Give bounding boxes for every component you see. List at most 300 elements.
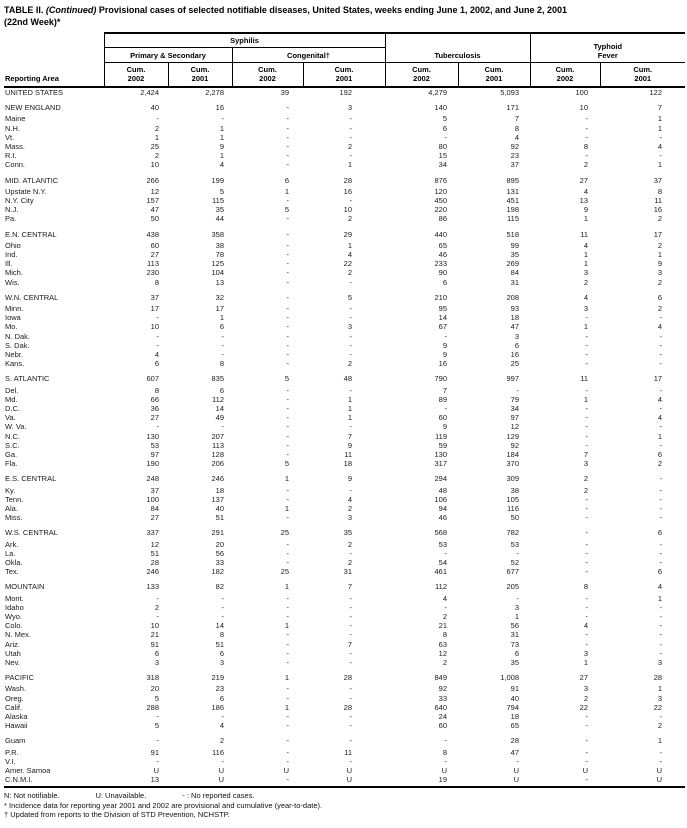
value-cell: - (585, 721, 589, 731)
value-cell: 6 (219, 385, 224, 395)
table-row (4, 603, 685, 612)
value-cell: 184 (506, 450, 520, 460)
value-cell: 16 (343, 186, 353, 196)
value-cell: - (659, 756, 663, 766)
reporting-area-cell: Va. (5, 413, 16, 423)
cum-year-header: Cum. 2002 (385, 63, 458, 88)
value-cell: 210 (434, 292, 448, 302)
reporting-area-cell: Wis. (5, 277, 20, 287)
reporting-area-cell: Wyo. (5, 612, 23, 622)
value-cell: - (286, 359, 289, 369)
value-cell: 208 (506, 292, 520, 302)
table-row (4, 133, 685, 142)
value-cell: 3 (514, 602, 520, 612)
value-cell: 2 (347, 142, 353, 151)
value-cell: 5 (284, 205, 289, 215)
value-cell: 8 (514, 123, 520, 133)
reporting-area-cell: N.H. (5, 123, 20, 133)
value-cell: - (286, 394, 289, 404)
value-cell: - (286, 313, 289, 323)
table-row (4, 395, 685, 404)
table-row (4, 694, 685, 703)
table-row (4, 404, 685, 413)
value-cell: 7 (583, 450, 589, 460)
value-cell: 266 (146, 175, 159, 185)
value-cell: 115 (507, 214, 520, 224)
value-cell: 291 (211, 528, 224, 538)
value-cell: 51 (215, 639, 224, 649)
value-cell: - (286, 422, 289, 432)
value-cell: 677 (506, 567, 520, 577)
value-cell: 48 (343, 374, 353, 384)
value-cell: 451 (506, 196, 520, 205)
table-row (4, 549, 685, 558)
reporting-area-cell: E.S. CENTRAL (5, 474, 57, 484)
value-cell: 8 (657, 186, 663, 196)
value-cell: 288 (146, 702, 159, 712)
table-row (4, 495, 685, 504)
value-cell: 1 (219, 313, 224, 323)
table-row (4, 567, 685, 576)
value-cell: - (232, 775, 303, 787)
value-cell: - (659, 494, 663, 504)
table-row (4, 513, 685, 522)
value-cell: 100 (146, 494, 159, 504)
value-cell: - (221, 712, 224, 722)
value-cell: 12 (150, 539, 159, 549)
value-cell: 112 (435, 582, 448, 592)
value-cell: - (286, 151, 289, 161)
table-row (4, 721, 685, 730)
table-row (4, 114, 685, 123)
value-cell: 1 (583, 394, 589, 404)
reporting-area-cell: MID. ATLANTIC (5, 175, 59, 185)
value-cell: - (659, 621, 663, 631)
value-cell: 34 (438, 160, 448, 170)
value-cell: 199 (211, 175, 224, 185)
value-cell: 28 (150, 558, 159, 568)
value-cell: 12 (510, 422, 520, 432)
value-cell: - (286, 196, 289, 205)
value-cell: - (286, 214, 289, 224)
value-cell: 28 (343, 702, 353, 712)
reporting-area-cell: UNITED STATES (5, 88, 64, 97)
reporting-area-cell: NEW ENGLAND (5, 103, 61, 113)
value-cell: - (659, 648, 663, 658)
value-cell: 7 (657, 103, 663, 113)
cum-year-header: Cum. 2001 (458, 63, 530, 88)
value-cell: 10 (579, 103, 589, 113)
reporting-area-cell: N. Mex. (5, 630, 31, 640)
value-cell: 2 (442, 658, 448, 668)
value-cell: 171 (506, 103, 520, 113)
table-row (4, 97, 685, 114)
table-header (4, 33, 685, 87)
table-row (4, 187, 685, 196)
value-cell: 27 (150, 250, 159, 259)
reporting-area-cell: Miss. (5, 513, 23, 523)
value-cell: 5 (219, 186, 224, 196)
value-cell: 1 (347, 404, 353, 414)
value-cell: 14 (215, 621, 224, 631)
table-row (4, 766, 685, 775)
value-cell: 38 (510, 485, 520, 495)
value-cell: 80 (438, 142, 448, 151)
value-cell: 3 (154, 658, 159, 668)
value-cell: 2 (657, 277, 663, 287)
value-cell: - (585, 494, 589, 504)
table-row (4, 170, 685, 187)
table-row (4, 142, 685, 151)
syphilis-header: Syphilis (104, 33, 385, 48)
value-cell: - (286, 693, 289, 703)
reporting-area-cell: Ga. (5, 450, 18, 460)
value-cell: U (582, 766, 589, 776)
value-cell: - (585, 504, 589, 514)
value-cell: - (585, 404, 589, 414)
value-cell: - (659, 340, 663, 350)
reporting-area-cell: Mont. (5, 593, 24, 603)
value-cell: 782 (506, 528, 520, 538)
value-cell: - (221, 350, 224, 360)
value-cell: 337 (146, 528, 159, 538)
legend-not-notifiable: N: Not notifiable. (4, 791, 60, 801)
value-cell: 2 (347, 359, 353, 369)
value-cell: 27 (579, 673, 589, 683)
value-cell: 3 (347, 322, 353, 332)
value-cell: 1 (284, 186, 289, 196)
value-cell: 6 (442, 277, 448, 287)
value-cell: - (286, 132, 289, 142)
table-row (4, 748, 685, 757)
value-cell: 318 (146, 673, 159, 683)
value-cell: - (659, 385, 663, 395)
value-cell: - (286, 712, 289, 722)
value-cell: 92 (438, 684, 448, 694)
value-cell: 54 (438, 558, 448, 568)
value-cell: 51 (215, 513, 224, 523)
table-row (4, 468, 685, 485)
value-cell: - (659, 612, 663, 622)
value-cell: - (349, 485, 353, 495)
value-cell: - (659, 331, 663, 341)
value-cell: 4 (657, 322, 663, 332)
value-cell: - (659, 747, 663, 757)
value-cell: 246 (211, 474, 224, 484)
title-rest: Provisional cases of selected notifiable diseases, United States, weeks ending June 1, 2002, and June 2, 2001 (96, 5, 568, 15)
value-cell: 1 (284, 582, 289, 592)
header-row-cum (4, 63, 685, 88)
value-cell: 8 (442, 747, 448, 757)
value-cell: - (221, 114, 224, 124)
value-cell: 8 (219, 630, 224, 640)
value-cell: 4 (583, 240, 589, 250)
value-cell: 2 (657, 459, 663, 469)
value-cell: - (349, 684, 353, 694)
value-cell: 1,008 (500, 673, 520, 683)
value-cell: 2,424 (140, 88, 159, 97)
value-cell: 192 (339, 88, 353, 97)
value-cell: - (349, 630, 353, 640)
value-cell: 119 (435, 431, 448, 441)
value-cell: 4 (347, 250, 353, 259)
reporting-area-cell: Ky. (5, 485, 16, 495)
value-cell: 67 (438, 322, 448, 332)
value-cell: 2 (219, 736, 224, 746)
value-cell: - (156, 593, 159, 603)
value-cell: - (286, 612, 289, 622)
value-cell: 133 (146, 582, 159, 592)
value-cell: 34 (510, 404, 520, 414)
value-cell: 48 (438, 485, 448, 495)
value-cell: - (349, 151, 353, 161)
value-cell: 6 (219, 322, 224, 332)
table-row (4, 450, 685, 459)
value-cell: 129 (506, 431, 520, 441)
value-cell: 269 (506, 259, 520, 269)
value-cell: 16 (653, 205, 663, 215)
value-cell: - (286, 747, 289, 757)
value-cell: 27 (579, 175, 589, 185)
reporting-area-cell: N.Y. City (5, 196, 34, 205)
value-cell: 3 (219, 658, 224, 668)
value-cell: 66 (150, 394, 159, 404)
value-cell: - (286, 736, 289, 746)
value-cell: 5 (154, 693, 159, 703)
value-cell: - (585, 756, 589, 766)
table-row (4, 432, 685, 441)
value-cell: 25 (510, 359, 520, 369)
value-cell: - (349, 350, 353, 360)
value-cell: 4 (657, 582, 663, 592)
value-cell: 27 (150, 513, 159, 523)
typhoid-header-line1: Typhoid (593, 42, 623, 51)
value-cell: - (156, 340, 159, 350)
value-cell: - (349, 114, 353, 124)
value-cell: 790 (434, 374, 448, 384)
value-cell: - (659, 639, 663, 649)
value-cell: 7 (347, 639, 353, 649)
value-cell: - (659, 474, 663, 484)
value-cell: 5,093 (500, 88, 520, 97)
value-cell: 8 (154, 385, 159, 395)
reporting-area-cell: Alaska (5, 712, 28, 722)
value-cell: 91 (150, 747, 159, 757)
value-cell: 4 (219, 160, 224, 170)
value-cell: - (444, 602, 448, 612)
reporting-area-cell: Maine (5, 114, 26, 124)
value-cell: - (516, 385, 520, 395)
value-cell: - (221, 602, 224, 612)
value-cell: 4 (154, 350, 159, 360)
value-cell: 6 (154, 648, 159, 658)
value-cell: 1 (219, 132, 224, 142)
value-cell: - (444, 736, 448, 746)
value-cell: - (349, 123, 353, 133)
value-cell: - (659, 132, 663, 142)
reporting-area-cell: Del. (5, 385, 19, 395)
value-cell: 15 (438, 151, 448, 161)
value-cell: 37 (653, 175, 663, 185)
value-cell: 130 (146, 431, 159, 441)
value-cell: 9 (347, 440, 353, 450)
value-cell: - (286, 304, 289, 313)
table-row (4, 612, 685, 621)
value-cell: 5 (442, 114, 448, 124)
value-cell: 113 (212, 440, 224, 450)
value-cell: - (286, 114, 289, 124)
value-cell: 79 (510, 394, 520, 404)
table-row (4, 214, 685, 223)
reporting-area-cell: S. Dak. (5, 340, 30, 350)
value-cell: 1 (657, 684, 663, 694)
reporting-area-cell: La. (5, 548, 16, 558)
value-cell: 198 (506, 205, 520, 215)
title-prefix: TABLE II. (4, 5, 46, 15)
value-cell: 14 (215, 404, 224, 414)
value-cell: 53 (510, 539, 520, 549)
table-row (4, 350, 685, 359)
value-cell: 137 (211, 494, 224, 504)
value-cell: 6 (284, 175, 289, 185)
value-cell: 9 (219, 142, 224, 151)
value-cell: - (286, 250, 289, 259)
value-cell: 20 (215, 539, 224, 549)
value-cell: 28 (510, 736, 520, 746)
reporting-area-cell: Colo. (5, 621, 23, 631)
value-cell: 794 (506, 702, 520, 712)
value-cell: 1 (583, 259, 589, 269)
value-cell: - (659, 485, 663, 495)
value-cell: 3 (347, 103, 353, 113)
value-cell: 607 (146, 374, 159, 384)
value-cell: 125 (211, 259, 224, 269)
table-row (4, 640, 685, 649)
value-cell: - (585, 558, 589, 568)
reporting-area-cell: N.J. (5, 205, 19, 215)
value-cell: - (221, 422, 224, 432)
cum-year-header: Cum. 2002 (104, 63, 168, 88)
value-cell: - (659, 404, 663, 414)
reporting-area-header: Reporting Area (4, 33, 104, 87)
table-group (4, 97, 685, 169)
value-cell: - (585, 712, 589, 722)
value-cell: 2 (347, 558, 353, 568)
value-cell: - (286, 721, 289, 731)
value-cell: 116 (212, 747, 224, 757)
value-cell: 4 (442, 593, 448, 603)
value-cell: 60 (438, 721, 448, 731)
value-cell: 17 (653, 374, 663, 384)
value-cell: 35 (343, 528, 353, 538)
congenital-header: Congenital† (232, 48, 385, 63)
value-cell: 49 (215, 413, 224, 423)
value-cell: 182 (211, 567, 224, 577)
value-cell: - (585, 602, 589, 612)
value-cell: 33 (215, 558, 224, 568)
value-cell: 116 (507, 504, 520, 514)
value-cell: - (286, 630, 289, 640)
value-cell: 294 (434, 474, 448, 484)
value-cell: 4 (583, 186, 589, 196)
value-cell: 3 (657, 658, 663, 668)
value-cell: 53 (438, 539, 448, 549)
value-cell: 4 (583, 292, 589, 302)
value-cell: 16 (438, 359, 448, 369)
value-cell: - (516, 756, 520, 766)
reporting-area-cell: W.S. CENTRAL (5, 528, 58, 538)
value-cell: 73 (510, 639, 520, 649)
value-cell: 9 (657, 259, 663, 269)
value-cell: - (585, 340, 589, 350)
table-row (4, 313, 685, 322)
value-cell: - (659, 151, 663, 161)
table-row (4, 630, 685, 639)
value-cell: 2 (154, 602, 159, 612)
table-row (4, 250, 685, 259)
value-cell: 93 (510, 304, 520, 313)
value-cell: 19 (385, 775, 458, 787)
value-cell: 2 (583, 277, 589, 287)
value-cell: 6 (657, 450, 663, 460)
reporting-area-cell: W.N. CENTRAL (5, 292, 59, 302)
reporting-area-cell: E.N. CENTRAL (5, 229, 57, 239)
value-cell: - (286, 240, 289, 250)
reporting-area-cell: Nev. (5, 658, 20, 668)
table-row (4, 775, 685, 787)
value-cell: 46 (438, 250, 448, 259)
table-row (4, 621, 685, 630)
value-cell: 450 (434, 196, 448, 205)
value-cell: 3 (657, 268, 663, 278)
value-cell: - (286, 639, 289, 649)
value-cell: 89 (438, 394, 448, 404)
value-cell: 18 (343, 459, 353, 469)
reporting-area-cell: Ala. (5, 504, 18, 514)
value-cell: 1 (657, 593, 663, 603)
table-row (4, 667, 685, 684)
value-cell: 11 (580, 374, 589, 384)
value-cell: - (286, 756, 289, 766)
value-cell: - (349, 602, 353, 612)
value-cell: 7 (347, 431, 353, 441)
value-cell: - (349, 132, 353, 142)
value-cell: 370 (506, 459, 520, 469)
table-row (4, 304, 685, 313)
value-cell: - (585, 123, 589, 133)
value-cell: 1 (284, 673, 289, 683)
value-cell: 207 (211, 431, 224, 441)
value-cell: 358 (211, 229, 224, 239)
value-cell: - (585, 350, 589, 360)
value-cell: - (286, 684, 289, 694)
value-cell: 1 (347, 394, 353, 404)
table-row (4, 224, 685, 241)
value-cell: 1 (219, 151, 224, 161)
value-cell: 10 (343, 205, 353, 215)
value-cell: U (168, 775, 232, 787)
value-cell: 16 (510, 350, 520, 360)
value-cell: 5 (347, 292, 353, 302)
reporting-area-cell: S.C. (5, 440, 20, 450)
table-row (4, 259, 685, 268)
legend-unavailable: U: Unavailable. (95, 791, 147, 801)
value-cell: 22 (653, 702, 663, 712)
cum-year-header: Cum. 2001 (600, 63, 685, 88)
value-cell: 186 (211, 702, 224, 712)
value-cell: - (286, 292, 289, 302)
reporting-area-cell: Fla. (5, 459, 18, 469)
